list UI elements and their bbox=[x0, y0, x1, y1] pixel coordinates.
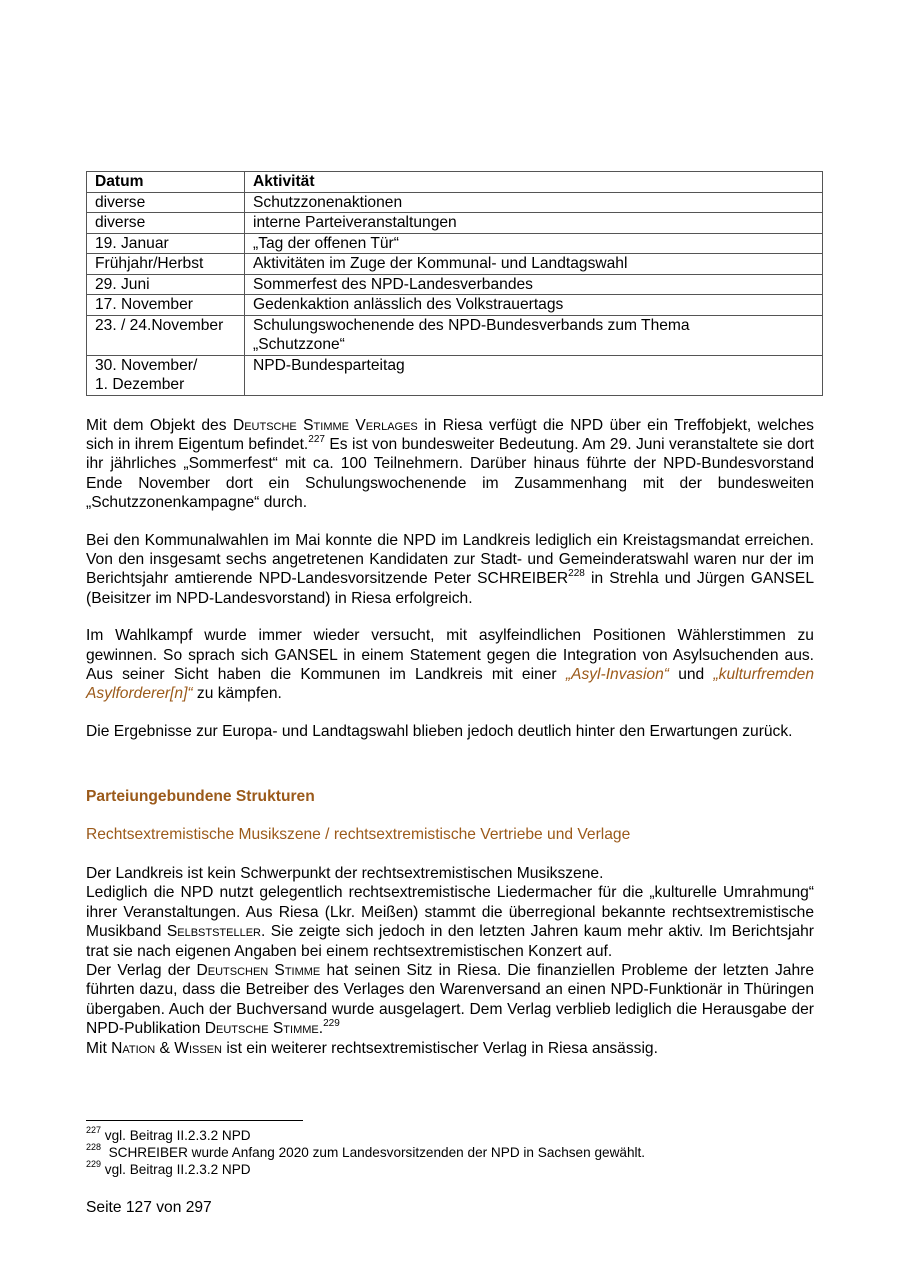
small-caps-name: Deutschen Stimme bbox=[196, 962, 321, 980]
table-cell: 19. Januar bbox=[87, 233, 245, 254]
table-row bbox=[87, 274, 823, 295]
main-content bbox=[86, 171, 814, 741]
footnote-ref: 229 bbox=[323, 1018, 340, 1030]
small-caps-name: Nation & Wissen bbox=[111, 1039, 222, 1057]
cell-line: „Schutzzone“ bbox=[253, 336, 345, 353]
cell-line: 30. November/ bbox=[95, 356, 198, 374]
quote: „kulturfremden Asylforderer[n]“ bbox=[86, 665, 814, 703]
table-cell: Frühjahr/Herbst bbox=[87, 254, 245, 275]
footnote: $^{227}$ vgl. Beitrag II.2.3.2 NPD bbox=[86, 1125, 251, 1143]
paragraph: Der Verlag der Deutschen Stimme hat seinen Sitz in Riesa. Die finanziellen Probleme der letzten Jahre führten dazu, dass die Betreiber des Verlages den Warenversand an einen NPD-Funktionär in Thüringen übergaben. Auch der Buchversand wurde ausgelagert. Dem Verlag verblieb lediglich die Herausgabe der NPD-Publikation Deutsche Stimme.$^{229}$ bbox=[86, 962, 814, 1038]
paragraph: Im Wahlkampf wurde immer wieder versucht, mit asylfeindlichen Positionen Wählerstimmen zu gewinnen. So sprach sich GANSEL in einem Statement gegen die Integration von Asylsuchenden aus. Aus seiner Sicht haben die Kommunen im Landkreis mit einer „Asyl-Invasion“ und „kulturfremden Asylforderer[n]“ zu kämpfen. bbox=[86, 627, 814, 703]
paragraph: Bei den Kommunalwahlen im Mai konnte die NPD im Landkreis lediglich ein Kreistagsmandat erreichen. Von den insgesamt sechs angetretenen Kandidaten zur Stadt- und Gemeinderatswahl waren nur der im Berichtsjahr amtierende NPD-Landesvorsitzende Peter SCHREIBER$^{228}$ in Strehla und Jürgen GANSEL (Beisitzer im NPD-Landesvorstand) in Riesa erfolgreich. bbox=[86, 531, 815, 607]
table-row bbox=[87, 233, 823, 254]
paragraph: Mit dem Objekt des Deutsche Stimme Verlages in Riesa verfügt die NPD über ein Treffobjekt, welches sich in ihrem Eigentum befindet.$^{227}$ Es ist von bundesweiter Bedeutung. Am 29. Juni veranstaltete sie dort ihr jährliches „Sommerfest“ mit ca. 100 Teilnehmern. Darüber hinaus führte der NPD-Bundesvorstand Ende November dort ein Schulungswochenende im Zusammenhang mit der bundesweiten „Schutzzonenkampagne“ durch. bbox=[86, 416, 814, 512]
table-row bbox=[87, 315, 823, 355]
table-cell: diverse bbox=[87, 213, 245, 234]
footnote-ref: 228 bbox=[568, 568, 585, 580]
table-cell: „Tag der offenen Tür“ bbox=[245, 233, 823, 254]
footnote: $^{229}$ vgl. Beitrag II.2.3.2 NPD bbox=[86, 1159, 251, 1177]
small-caps-name: Deutsche Stimme Verlages bbox=[232, 416, 418, 434]
cell-line: 1. Dezember bbox=[95, 376, 185, 393]
page-number: Seite 127 von 297 bbox=[86, 1199, 212, 1216]
quote: „Asyl-Invasion“ bbox=[565, 665, 669, 683]
paragraph: Mit Nation & Wissen ist ein weiterer rechtsextremistischer Verlag in Riesa ansässig. bbox=[86, 1039, 658, 1057]
table-cell bbox=[87, 355, 245, 395]
table-header-cell: Aktivität bbox=[245, 172, 823, 193]
table-row bbox=[87, 254, 823, 275]
footnote-ref: 227 bbox=[308, 433, 325, 445]
table-cell: 23. / 24.November bbox=[87, 315, 245, 355]
table-row bbox=[87, 355, 823, 395]
table-header-row bbox=[87, 172, 823, 193]
footnotes bbox=[86, 1127, 814, 1178]
footnote: $^{228}$ SCHREIBER wurde Anfang 2020 zum Landesvorsitzenden der NPD in Sachsen gewählt. bbox=[86, 1142, 646, 1160]
activity-table bbox=[86, 171, 823, 396]
small-caps-name: Selbststeller bbox=[166, 923, 262, 941]
table-cell: diverse bbox=[87, 192, 245, 213]
paragraph: Lediglich die NPD nutzt gelegentlich rechtsextremistische Liedermacher für die „kulturelle Umrahmung“ ihrer Veranstaltungen. Aus Riesa (Lkr. Meißen) stammt die überregional bekannte rechtsextremistische Musikband Selbststeller. Sie zeigte sich jedoch in den letzten Jahren kaum mehr aktiv. Im Berichtsjahr trat sie nach eigenen Angaben bei einem rechtsextremistischen Konzert auf. bbox=[86, 884, 814, 960]
table-row bbox=[87, 192, 823, 213]
section-heading: Parteiungebundene Strukturen bbox=[86, 788, 315, 805]
paragraph: Der Landkreis ist kein Schwerpunkt der rechtsextremistischen Musikszene. bbox=[86, 865, 604, 882]
table-cell bbox=[245, 315, 823, 355]
section-body bbox=[86, 864, 814, 1058]
paragraph: Die Ergebnisse zur Europa- und Landtagswahl blieben jedoch deutlich hinter den Erwartungen zurück. bbox=[86, 722, 793, 740]
table-cell: Aktivitäten im Zuge der Kommunal- und Landtagswahl bbox=[245, 254, 823, 275]
cell-line: Schulungswochenende des NPD-Bundesverbands zum Thema bbox=[253, 316, 690, 334]
footnote-divider bbox=[86, 1120, 303, 1121]
subsection-heading: Rechtsextremistische Musikszene / rechtsextremistische Vertriebe und Verlage bbox=[86, 826, 631, 843]
table-cell: Schutzzonenaktionen bbox=[245, 192, 823, 213]
table-cell: 17. November bbox=[87, 295, 245, 316]
table-cell: 29. Juni bbox=[87, 274, 245, 295]
table-cell: NPD-Bundesparteitag bbox=[245, 355, 823, 395]
table-row bbox=[87, 213, 823, 234]
table-cell: Gedenkaktion anlässlich des Volkstrauertags bbox=[245, 295, 823, 316]
table-row bbox=[87, 295, 823, 316]
table-cell: Sommerfest des NPD-Landesverbandes bbox=[245, 274, 823, 295]
table-cell: interne Parteiveranstaltungen bbox=[245, 213, 823, 234]
small-caps-name: Deutsche Stimme bbox=[204, 1020, 319, 1038]
table-header-cell: Datum bbox=[87, 172, 245, 193]
